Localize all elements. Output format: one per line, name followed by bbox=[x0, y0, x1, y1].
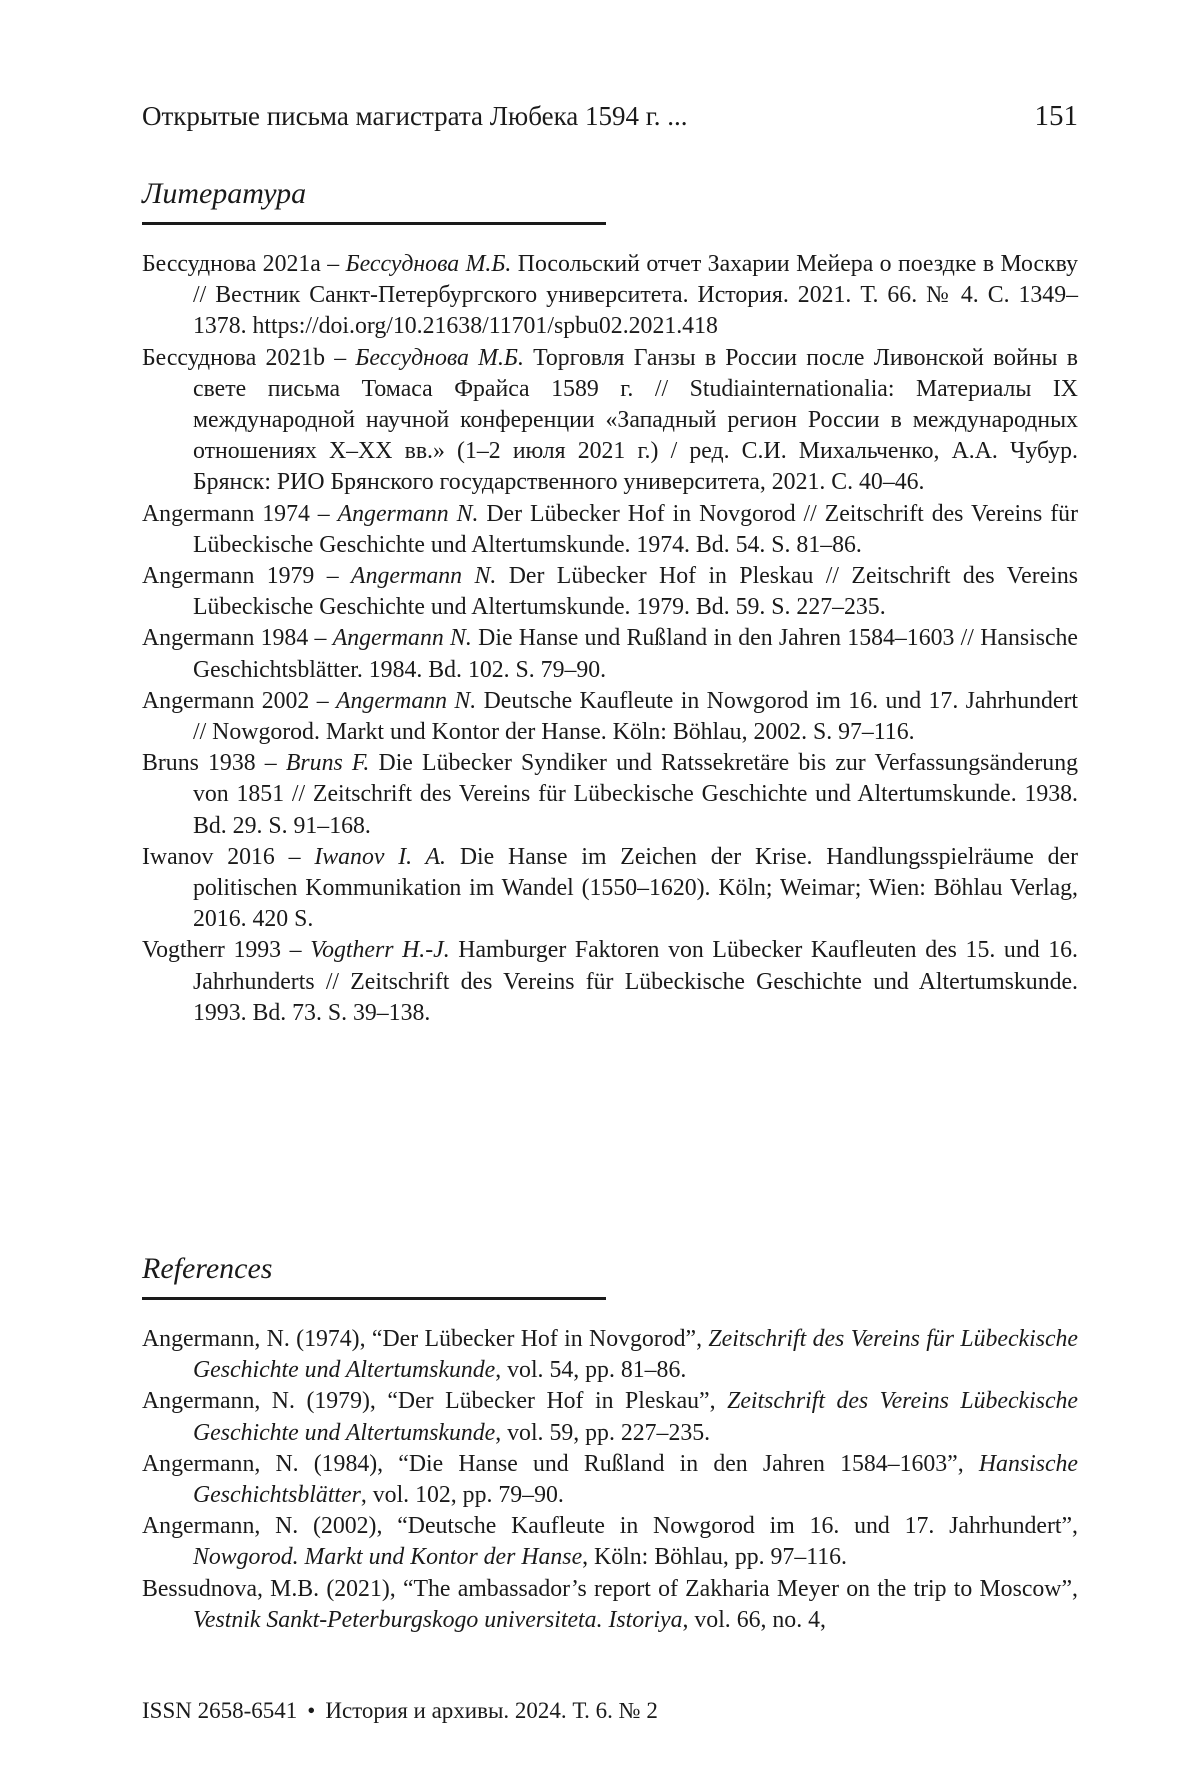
reference-journal: Zeitschrift des Vereins Lübeckische Geschichte und Altertumskunde bbox=[193, 1388, 1078, 1445]
entry-author: Angermann N. bbox=[333, 625, 472, 651]
reference-text: Angermann, N. (1984), “Die Hanse und Rußland in den Jahren 1584–1603”, bbox=[142, 1451, 979, 1477]
entry-key: Бессуднова 2021a – bbox=[142, 251, 346, 277]
entry-key: Angermann 1979 – bbox=[142, 563, 351, 589]
literature-entry bbox=[142, 561, 1078, 623]
entry-text: Торговля Ганзы в России после Ливонской войны в свете письма Томаса Фрайса 1589 г. // Studiainternationalia: Материалы IX международной научной конференции «Западный регион России в международных отношениях X–XX вв.» (1–2 июля 2021 г.) / ред. С.И. Михальченко, А.А. Чубур. Брянск: РИО Брянского государственного университета, 2021. С. 40–46. bbox=[193, 345, 1078, 496]
page-footer bbox=[142, 1698, 658, 1724]
literature-entry bbox=[142, 343, 1078, 499]
entry-author: Iwanov I. A. bbox=[314, 844, 446, 870]
reference-entry bbox=[142, 1449, 1078, 1511]
references-section bbox=[142, 1247, 1078, 1636]
reference-details: , vol. 66, no. 4, bbox=[683, 1607, 826, 1633]
entry-text: Die Hanse im Zeichen der Krise. Handlungsspielräume der politischen Kommunikation im Wandel (1550–1620). Köln; Weimar; Wien: Böhlau Verlag, 2016. 420 S. bbox=[193, 844, 1078, 932]
footer-issn: ISSN 2658-6541 bbox=[142, 1698, 297, 1723]
reference-details: , Köln: Böhlau, pp. 97–116. bbox=[582, 1544, 847, 1570]
entry-key: Bruns 1938 – bbox=[142, 750, 286, 776]
literature-entry bbox=[142, 842, 1078, 936]
entry-author: Bruns F. bbox=[286, 750, 369, 776]
reference-text: Angermann, N. (1974), “Der Lübecker Hof in Novgorod”, bbox=[142, 1326, 708, 1352]
reference-journal: Zeitschrift des Vereins für Lübeckische Geschichte und Altertumskunde bbox=[193, 1326, 1078, 1383]
entry-key: Angermann 1984 – bbox=[142, 625, 333, 651]
literature-entry bbox=[142, 748, 1078, 842]
page-number: 151 bbox=[1035, 100, 1079, 133]
entry-author: Angermann N. bbox=[336, 688, 476, 714]
entry-text: Deutsche Kaufleute in Nowgorod im 16. und 17. Jahrhundert // Nowgorod. Markt und Kontor der Hanse. Köln: Böhlau, 2002. S. 97–116. bbox=[193, 688, 1078, 745]
entry-author: Angermann N. bbox=[338, 501, 479, 527]
reference-details: , vol. 54, pp. 81–86. bbox=[495, 1357, 686, 1383]
running-title: Открытые письма магистрата Любека 1594 г. ... bbox=[142, 101, 688, 132]
literature-entry bbox=[142, 623, 1078, 685]
entry-key: Бессуднова 2021b – bbox=[142, 345, 355, 371]
reference-entry bbox=[142, 1386, 1078, 1448]
reference-entry bbox=[142, 1511, 1078, 1573]
running-header bbox=[142, 100, 1078, 133]
footer-separator: • bbox=[307, 1698, 315, 1723]
literature-entry bbox=[142, 499, 1078, 561]
entry-key: Angermann 2002 – bbox=[142, 688, 336, 714]
reference-text: Bessudnova, M.B. (2021), “The ambassador’s report of Zakharia Meyer on the trip to Moscow”, bbox=[142, 1576, 1078, 1602]
reference-journal: Hansische Geschichtsblätter bbox=[193, 1451, 1078, 1508]
reference-entry bbox=[142, 1574, 1078, 1636]
literature-entry bbox=[142, 935, 1078, 1029]
reference-details: , vol. 102, pp. 79–90. bbox=[361, 1482, 564, 1508]
entry-author: Бессуднова М.Б. bbox=[346, 251, 512, 277]
entry-author: Бессуднова М.Б. bbox=[355, 345, 524, 371]
entry-text: Der Lübecker Hof in Pleskau // Zeitschrift des Vereins Lübeckische Geschichte und Altertumskunde. 1979. Bd. 59. S. 227–235. bbox=[193, 563, 1078, 620]
entry-author: Angermann N. bbox=[351, 563, 496, 589]
literature-heading: Литература bbox=[142, 172, 1078, 216]
entry-key: Vogtherr 1993 – bbox=[142, 937, 310, 963]
references-list bbox=[142, 1324, 1078, 1636]
entry-key: Angermann 1974 – bbox=[142, 501, 338, 527]
reference-details: , vol. 59, pp. 227–235. bbox=[495, 1420, 710, 1446]
entry-text: Hamburger Faktoren von Lübecker Kaufleuten des 15. und 16. Jahrhunderts // Zeitschrift des Vereins für Lübeckische Geschichte und Altertumskunde. 1993. Bd. 73. S. 39–138. bbox=[193, 937, 1078, 1025]
literature-list bbox=[142, 249, 1078, 1029]
reference-journal: Nowgorod. Markt und Kontor der Hanse bbox=[193, 1544, 582, 1570]
literature-heading-rule bbox=[142, 222, 606, 225]
entry-text: Der Lübecker Hof in Novgorod // Zeitschrift des Vereins für Lübeckische Geschichte und Altertumskunde. 1974. Bd. 54. S. 81–86. bbox=[193, 501, 1078, 558]
literature-section bbox=[142, 172, 1078, 1029]
literature-entry bbox=[142, 686, 1078, 748]
entry-author: Vogtherr H.-J. bbox=[310, 937, 449, 963]
entry-text: Посольский отчет Захарии Мейера о поездке в Москву // Вестник Санкт-Петербургского университета. История. 2021. Т. 66. № 4. С. 1349–1378. https://doi.org/10.21638/11701/spbu02.2021.418 bbox=[193, 251, 1078, 339]
references-heading-rule bbox=[142, 1297, 606, 1300]
reference-text: Angermann, N. (1979), “Der Lübecker Hof in Pleskau”, bbox=[142, 1388, 727, 1414]
reference-journal: Vestnik Sankt-Peterburgskogo universiteta. Istoriya bbox=[193, 1607, 683, 1633]
reference-text: Angermann, N. (2002), “Deutsche Kaufleute in Nowgorod im 16. und 17. Jahrhundert”, bbox=[142, 1513, 1078, 1539]
entry-key: Iwanov 2016 – bbox=[142, 844, 314, 870]
literature-entry bbox=[142, 249, 1078, 343]
references-heading: References bbox=[142, 1247, 1078, 1291]
reference-entry bbox=[142, 1324, 1078, 1386]
footer-journal-issue: История и архивы. 2024. Т. 6. № 2 bbox=[325, 1698, 658, 1723]
entry-text: Die Hanse und Rußland in den Jahren 1584–1603 // Hansische Geschichtsblätter. 1984. Bd. 102. S. 79–90. bbox=[193, 625, 1078, 682]
entry-text: Die Lübecker Syndiker und Ratssekretäre bis zur Verfassungsänderung von 1851 // Zeitschrift des Vereins für Lübeckische Geschichte und Altertumskunde. 1938. Bd. 29. S. 91–168. bbox=[193, 750, 1078, 838]
